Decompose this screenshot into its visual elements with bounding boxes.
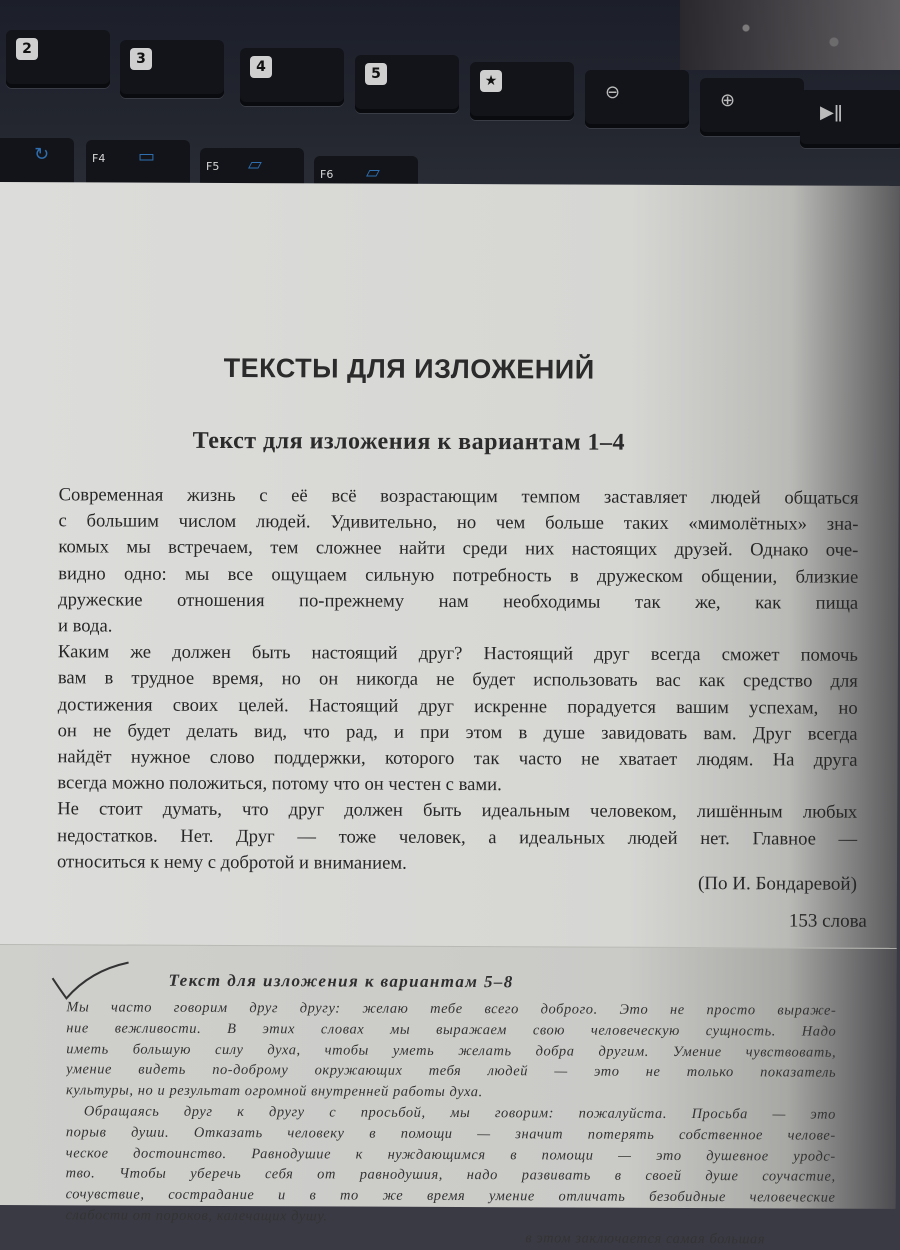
key-favorite[interactable] bbox=[470, 62, 574, 120]
text-line: иметь большую силу духа, чтобы уметь желать добра другим. Умение чувствовать, bbox=[66, 1040, 837, 1061]
text-line: найдёт нужное слово поддержки, которого так часто не хватает людям. На друга bbox=[57, 746, 858, 771]
key-zoom-out[interactable] bbox=[585, 70, 689, 128]
key-3[interactable] bbox=[120, 40, 224, 98]
text-line: тво. Чтобы уберечь себя от равнодушия, надо развивать в своей душе соучастие, bbox=[65, 1165, 836, 1186]
paper-sheet bbox=[0, 182, 900, 1248]
source-attribution: (По И. Бондаревой) bbox=[697, 873, 857, 895]
document-icon: ↻ bbox=[34, 144, 50, 165]
text-line: культуры, но и результат огромной внутренней работы духа. bbox=[66, 1082, 483, 1101]
text-line: порыв души. Отказать человеку в помощи — значит потерять собственное челове- bbox=[65, 1124, 836, 1144]
text-line: он не будет делать вид, что рад, и при этом в душе завидовать вам. Друг всегда bbox=[57, 720, 858, 745]
key-2-label: 2 bbox=[16, 38, 38, 60]
key-5-label: 5 bbox=[365, 63, 387, 85]
text-line: умение видеть по-доброму окружающих тебя людей — это не только показатель bbox=[66, 1061, 837, 1082]
key-f4-label: F4 bbox=[92, 152, 106, 165]
section1-text bbox=[57, 482, 859, 879]
key-3-label: 3 bbox=[130, 48, 152, 70]
section2-heading: Текст для изложения к вариантам 5–8 bbox=[168, 970, 514, 992]
key-2[interactable] bbox=[6, 30, 110, 88]
text-line: вам в трудное время, но он никогда не будет использовать вас как средство для bbox=[57, 667, 858, 693]
text-line: ние вежливости. В этих словах мы выражаем свою человеческую сущность. Надо bbox=[66, 1020, 837, 1040]
key-4-label: 4 bbox=[250, 56, 272, 78]
page-title: ТЕКСТЫ ДЛЯ ИЗЛОЖЕНИЙ bbox=[223, 352, 595, 385]
key-zoom-in[interactable] bbox=[700, 78, 804, 136]
key-f5-label: F5 bbox=[206, 160, 220, 173]
text-line: с большим числом людей. Удивительно, но чем больше таких «мимолётных» зна- bbox=[58, 510, 859, 535]
key-play-pause[interactable] bbox=[800, 90, 900, 148]
star-icon: ★ bbox=[480, 70, 502, 92]
folder-open-icon: ▱ bbox=[366, 162, 380, 183]
text-line: Мы часто говорим друг другу: желаю тебе всего доброго. Это не просто выраже- bbox=[66, 999, 837, 1019]
text-line: видно одно: мы все ощущаем сильную потребность в дружеском общении, близкие bbox=[58, 562, 859, 588]
zoom-out-icon: ⊖ bbox=[605, 82, 621, 103]
key-5[interactable] bbox=[355, 55, 459, 113]
text-line: Современная жизнь с её всё возрастающим темпом заставляет людей общаться bbox=[58, 484, 859, 509]
section2-text bbox=[65, 997, 836, 1250]
key-f6-label: F6 bbox=[320, 168, 334, 181]
text-line: ческое достоинство. Равнодушие к нуждающимся в помощи — это душевное уродс- bbox=[65, 1144, 836, 1165]
text-line: дружеские отношения по-прежнему нам необходимы так же, как пища bbox=[58, 589, 859, 614]
text-line: в этом заключается самая большая bbox=[525, 1230, 766, 1248]
zoom-in-icon: ⊕ bbox=[720, 90, 736, 111]
text-line: Обращаясь друг к другу с просьбой, мы говорим: пожалуйста. Просьба — это bbox=[83, 1103, 836, 1123]
folder-icon: ▱ bbox=[248, 154, 262, 175]
section1-heading: Текст для изложения к вариантам 1–4 bbox=[192, 427, 626, 456]
lace-fabric bbox=[680, 0, 900, 70]
checkmark-icon bbox=[50, 960, 130, 1000]
keyboard-background bbox=[0, 0, 900, 200]
play-pause-icon: ▶ǁ bbox=[820, 102, 843, 123]
text-line: и вода. bbox=[58, 615, 113, 637]
text-line: недостатков. Нет. Друг — тоже человек, а идеальных людей нет. Главное — bbox=[57, 824, 858, 850]
text-line: сочувствие, сострадание и в то же время умение отличать безобидные человеческие bbox=[65, 1186, 836, 1206]
text-line: комых мы встречаем, тем сложнее найти среди них настоящих друзей. Однако оче- bbox=[58, 536, 859, 562]
key-4[interactable] bbox=[240, 48, 344, 106]
text-line: всегда можно положиться, потому что он честен с вами. bbox=[57, 772, 502, 796]
word-count: 153 слова bbox=[788, 910, 867, 932]
text-line: достижения своих целей. Настоящий друг искренне порадуется вашим успехам, но bbox=[57, 693, 858, 719]
file-icon: ▭ bbox=[138, 146, 156, 167]
text-line: Каким же должен быть настоящий друг? Настоящий друг всегда сможет помочь bbox=[57, 641, 858, 666]
text-line: Не стоит думать, что друг должен быть идеальным человеком, лишённым любых bbox=[57, 798, 858, 824]
text-line: слабости от пороков, калечащих душу. bbox=[65, 1207, 328, 1225]
text-line: относиться к нему с добротой и вниманием. bbox=[56, 851, 407, 874]
